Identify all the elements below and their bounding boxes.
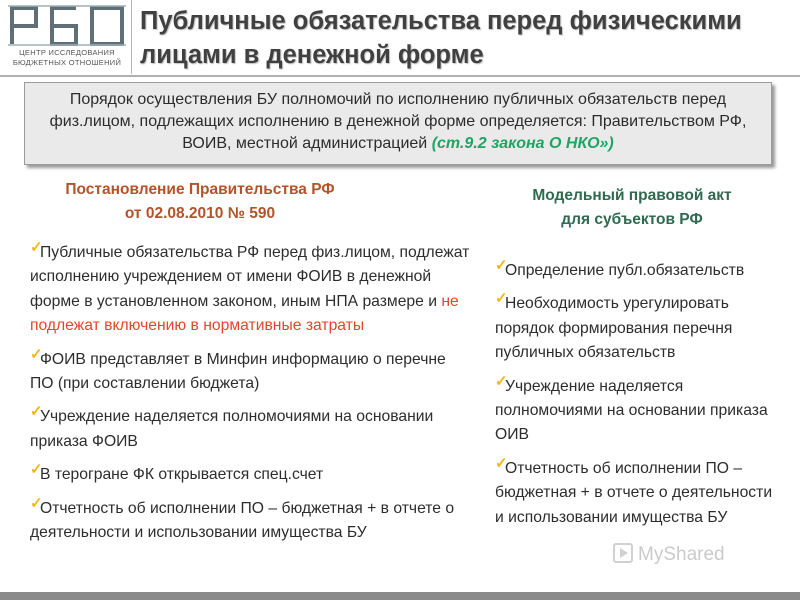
left-list (30, 241, 470, 554)
left-item1-highlight: не подлежат включению в нормативные затраты (30, 292, 459, 335)
right-list (495, 259, 785, 539)
intro-text: Порядок осуществления БУ полномочий по исполнению публичных обязательств перед физ.лицом, подлежащих исполнению в денежной форме определяется: Правительством РФ, ВОИВ, местной администрацией (49, 91, 747, 152)
logo (6, 4, 128, 70)
right-heading (500, 184, 764, 232)
intro-law-reference: (ст.9.2 закона О НКО») (431, 135, 614, 152)
right-item2-text: Необходимость урегулировать порядок формирования перечня публичных обязательств (495, 295, 733, 362)
left-list-item (30, 494, 470, 546)
right-list-item (495, 292, 785, 365)
watermark-logo (612, 538, 762, 568)
checkmark-icon: ✓ (30, 461, 43, 479)
bottom-bar (0, 592, 800, 600)
intro-box (24, 82, 772, 165)
right-heading-line2: для субъектов РФ (561, 211, 703, 228)
left-item5-text: Отчетность об исполнении ПО – бюджетная + в отчете о деятельности и использовании имущества БУ (30, 499, 455, 542)
checkmark-icon: ✓ (30, 345, 43, 363)
logo-subtitle-line1: ЦЕНТР ИССЛЕДОВАНИЯ (19, 48, 115, 57)
right-list-item (495, 372, 785, 448)
left-item4-text: В терогране ФК открывается спец.счет (40, 466, 324, 484)
right-item1-text: Определение публ.обязательств (505, 262, 745, 279)
header-divider (131, 0, 132, 74)
left-list-item (30, 241, 470, 339)
left-heading-line1: Постановление Правительства РФ (65, 181, 335, 198)
left-list-item (30, 463, 470, 487)
right-list-item (495, 454, 785, 530)
checkmark-icon: ✓ (30, 403, 43, 421)
page-title (140, 4, 780, 72)
checkmark-icon: ✓ (495, 372, 508, 390)
left-list-item (30, 405, 470, 454)
checkmark-icon: ✓ (495, 454, 508, 472)
checkmark-icon: ✓ (30, 239, 43, 256)
right-item3-text: Учреждение наделяется полномочиями на основании приказа ОИВ (495, 377, 768, 444)
title-underline (0, 75, 800, 77)
right-list-item (495, 259, 785, 283)
left-item2-text: ФОИВ представляет в Минфин информацию о перечне ПО (при составлении бюджета) (30, 350, 446, 393)
watermark-text: MyShared (638, 544, 725, 565)
right-heading-line1: Модельный правовой акт (532, 187, 732, 204)
page-title-line1: Публичные обязательства перед физическими (140, 7, 742, 35)
checkmark-icon: ✓ (495, 257, 508, 274)
logo-subtitle-line2: БЮДЖЕТНЫХ ОТНОШЕНИЙ (12, 58, 122, 67)
checkmark-icon: ✓ (495, 290, 508, 308)
left-heading (40, 178, 360, 226)
right-item4-text: Отчетность об исполнении ПО – бюджетная + в отчете о деятельности и использовании имущества БУ (495, 459, 773, 526)
page-title-line2: лицами в денежной форме (140, 41, 484, 69)
left-item3-text: Учреждение наделяется полномочиями на основании приказа ФОИВ (30, 408, 434, 450)
logo-mark (6, 4, 128, 46)
left-item1-text: Публичные обязательства РФ перед физ.лицом, подлежат исполнению учреждением от имени ФОИВ в денежной форме в установленном законом, иным НПА размере и (30, 244, 470, 310)
checkmark-icon: ✓ (30, 494, 43, 512)
left-list-item (30, 345, 470, 397)
left-heading-line2: от 02.08.2010 № 590 (124, 205, 276, 222)
watermark (612, 538, 762, 568)
